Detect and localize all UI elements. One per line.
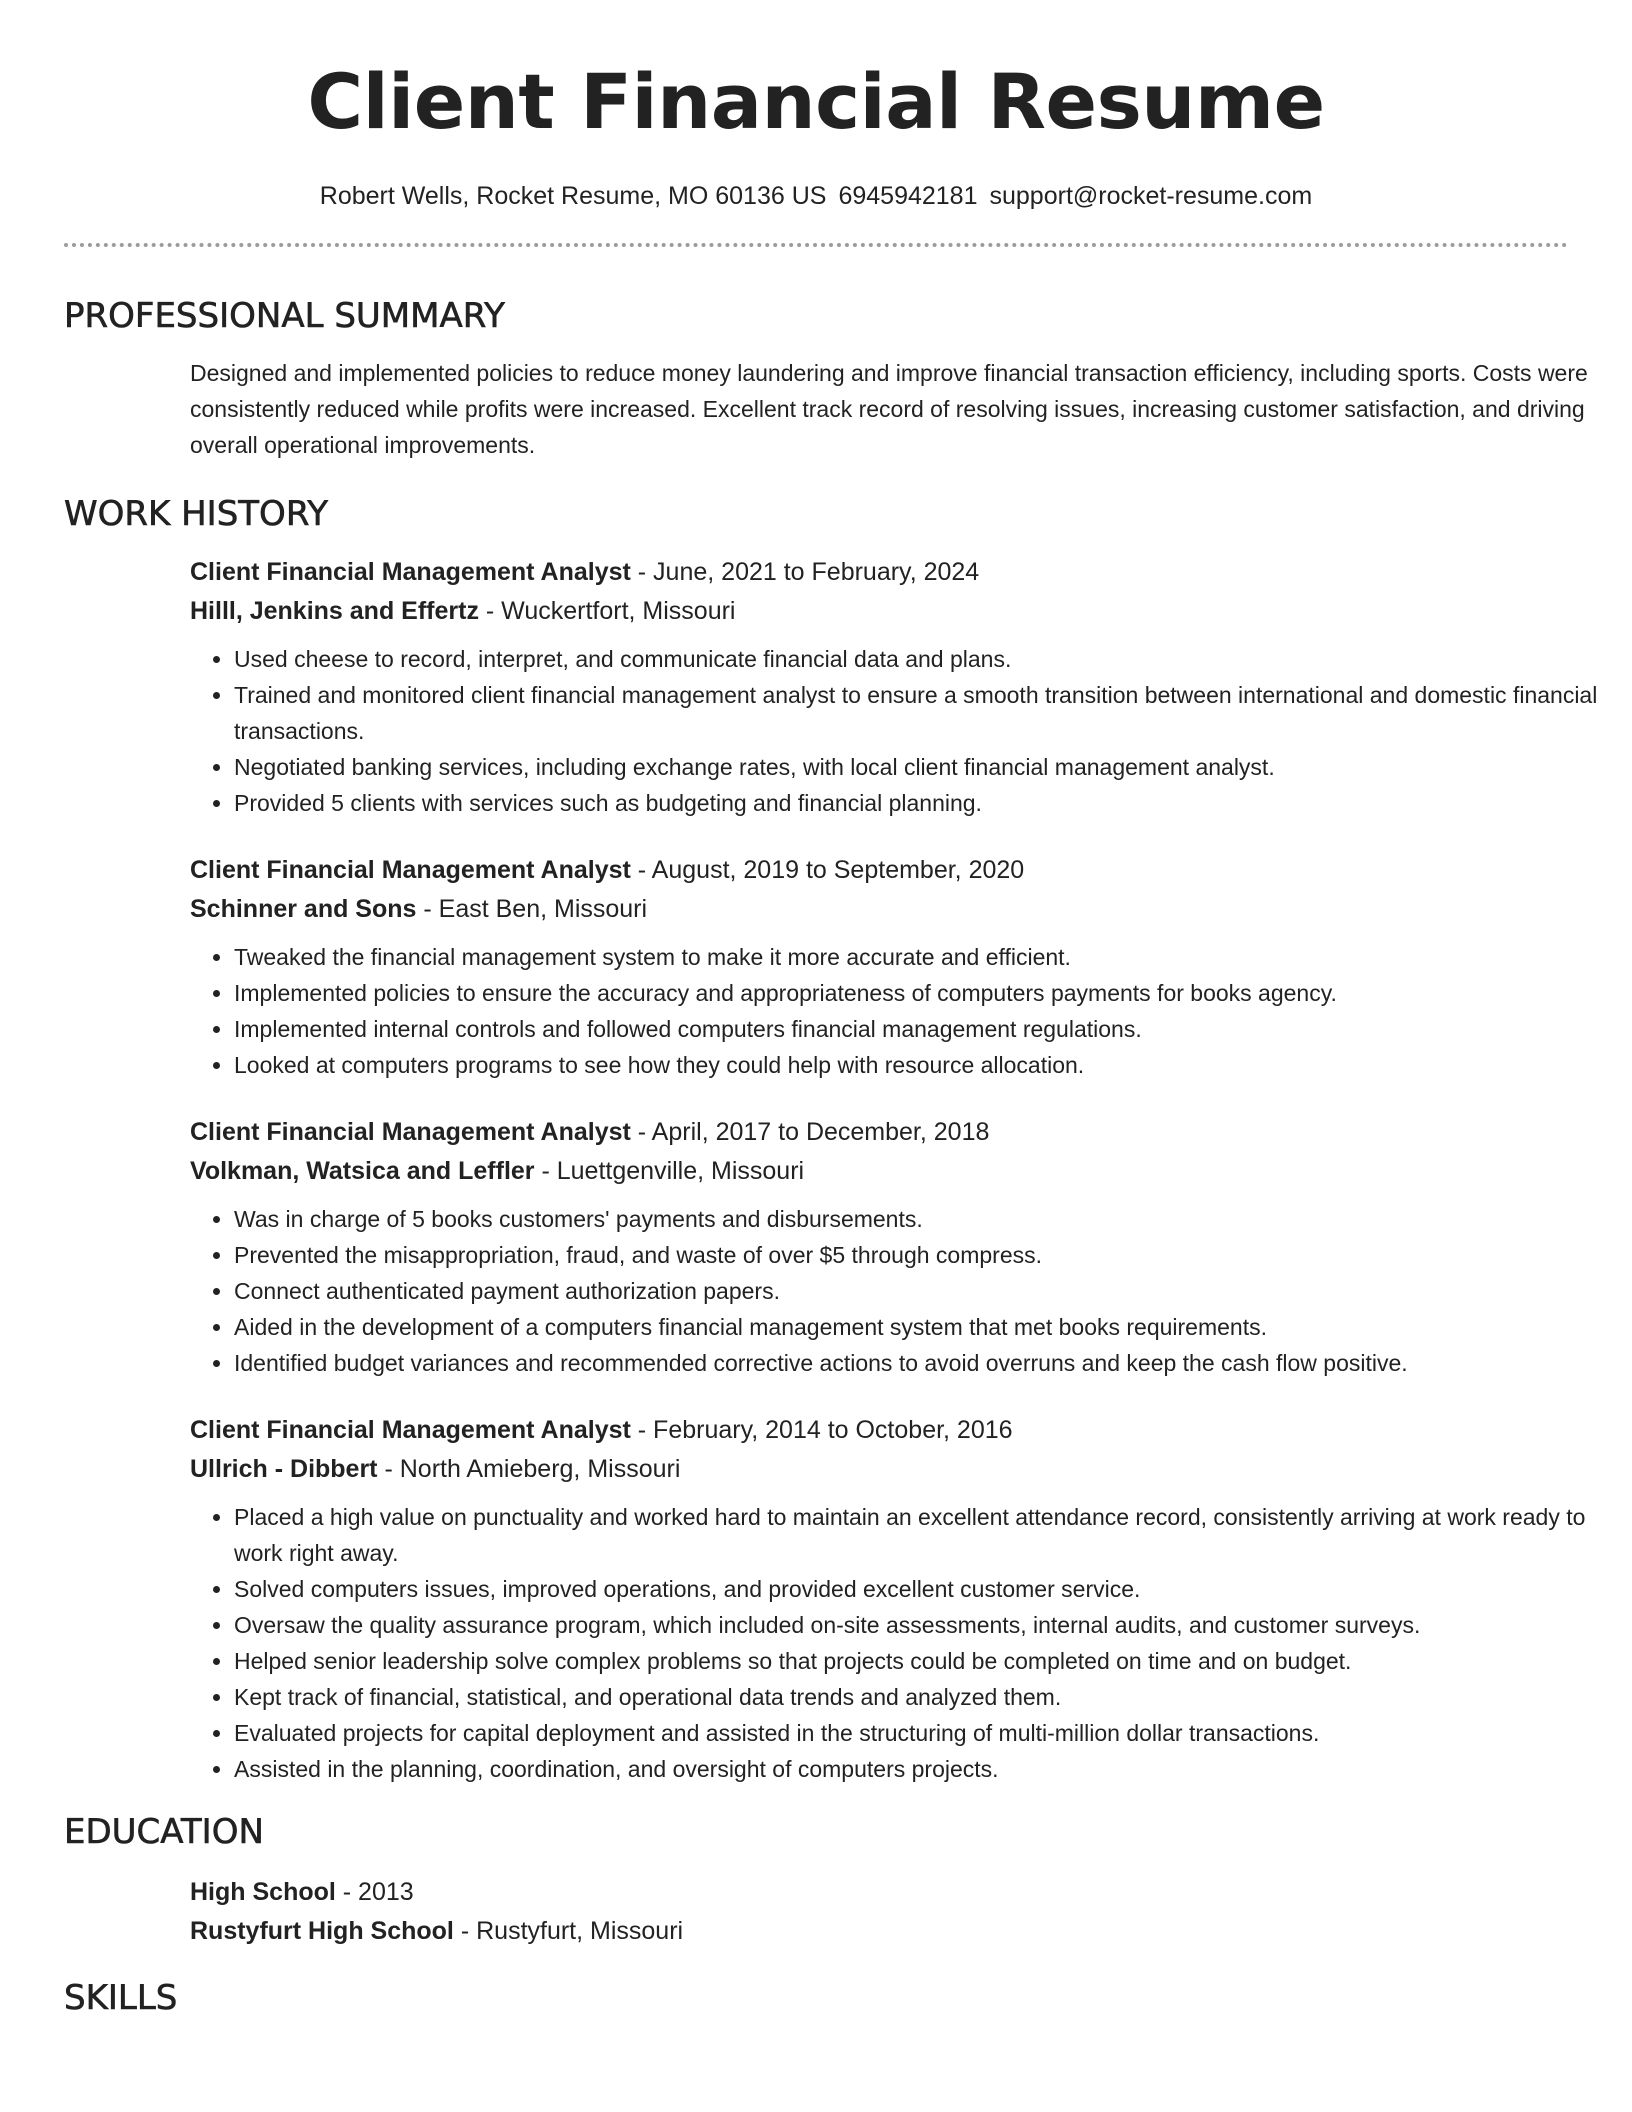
education-entry: [190, 1873, 1568, 1951]
resume-title: Client Financial Resume: [307, 57, 1325, 146]
education-year: - 2013: [335, 1878, 414, 1906]
section-heading-education: EDUCATION: [64, 1812, 264, 1852]
job-company: Ullrich - Dibbert: [190, 1455, 378, 1483]
job-bullets: [190, 641, 1614, 821]
job-title-line: [190, 1411, 1568, 1450]
job-location: - North Amieberg, Missouri: [377, 1455, 681, 1483]
job-bullet: • Connect authenticated payment authorization papers.: [234, 1273, 1614, 1309]
job-bullet: • Assisted in the planning, coordination, and oversight of computers projects.: [234, 1751, 1614, 1787]
job-company-line: [190, 1152, 1568, 1191]
job-bullet: • Placed a high value on punctuality and worked hard to maintain an excellent attendance record, consistently arriving at work ready to work right away.: [234, 1499, 1614, 1571]
contact-address: Robert Wells, Rocket Resume, MO 60136 US: [319, 182, 827, 210]
job-title-line: [190, 851, 1568, 890]
job-company-line: [190, 890, 1568, 929]
job-bullet: • Identified budget variances and recommended corrective actions to avoid overruns and keep the cash flow positive.: [234, 1345, 1614, 1381]
job-dates: - April, 2017 to December, 2018: [630, 1118, 990, 1146]
job-company-line: [190, 1450, 1568, 1489]
job-location: - Wuckertfort, Missouri: [478, 597, 736, 625]
summary-text: Designed and implemented policies to reduce money laundering and improve financial transaction efficiency, including sports. Costs were consistently reduced while profits were increased. Excellent track record of resolving issues, increasing customer satisfaction, and driving overall operational improvements.: [190, 360, 1588, 458]
job-company: Schinner and Sons: [190, 895, 417, 923]
header-divider: [64, 243, 1568, 247]
job-title: Client Financial Management Analyst: [190, 558, 631, 586]
job-dates: - June, 2021 to February, 2024: [630, 558, 980, 586]
job-dates: - August, 2019 to September, 2020: [630, 856, 1025, 884]
job-bullets: [190, 939, 1614, 1083]
job-bullet: • Used cheese to record, interpret, and communicate financial data and plans.: [234, 641, 1614, 677]
job-title: Client Financial Management Analyst: [190, 1118, 631, 1146]
job-entry: [190, 851, 1568, 1083]
education-school: Rustyfurt High School: [190, 1917, 454, 1945]
job-entry: [190, 1411, 1586, 1787]
job-bullet: • Looked at computers programs to see how they could help with resource allocation.: [234, 1047, 1614, 1083]
job-company: Volkman, Watsica and Leffler: [190, 1157, 535, 1185]
job-dates: - February, 2014 to October, 2016: [630, 1416, 1013, 1444]
job-location: - East Ben, Missouri: [416, 895, 648, 923]
job-entry: [190, 1113, 1568, 1381]
education-degree: High School: [190, 1878, 336, 1906]
job-bullet: • Aided in the development of a computers financial management system that met books requirements.: [234, 1309, 1614, 1345]
section-heading-work-history: WORK HISTORY: [64, 494, 329, 534]
job-bullet: • Implemented policies to ensure the accuracy and appropriateness of computers payments for books agency.: [234, 975, 1614, 1011]
job-bullet: • Negotiated banking services, including exchange rates, with local client financial management analyst.: [234, 749, 1614, 785]
job-title: Client Financial Management Analyst: [190, 1416, 631, 1444]
job-bullets: [190, 1499, 1614, 1787]
education-location: - Rustyfurt, Missouri: [453, 1917, 684, 1945]
job-location: - Luettgenville, Missouri: [534, 1157, 805, 1185]
job-title: Client Financial Management Analyst: [190, 856, 631, 884]
job-title-line: [190, 1113, 1568, 1152]
job-bullet: • Provided 5 clients with services such as budgeting and financial planning.: [234, 785, 1614, 821]
job-bullet: • Helped senior leadership solve complex problems so that projects could be completed on time and on budget.: [234, 1643, 1614, 1679]
job-bullet: • Oversaw the quality assurance program, which included on-site assessments, internal audits, and customer surveys.: [234, 1607, 1614, 1643]
section-heading-summary: PROFESSIONAL SUMMARY: [64, 296, 505, 336]
job-bullet: • Was in charge of 5 books customers' payments and disbursements.: [234, 1201, 1614, 1237]
job-title-line: [190, 553, 1568, 592]
resume-page: [64, 0, 1598, 2018]
job-bullet: • Tweaked the financial management system to make it more accurate and efficient.: [234, 939, 1614, 975]
contact-email: support@rocket-resume.com: [989, 182, 1313, 210]
section-heading-skills: SKILLS: [64, 1978, 178, 2018]
job-company-line: [190, 592, 1568, 631]
job-bullets: [190, 1201, 1614, 1381]
job-bullet: • Evaluated projects for capital deployment and assisted in the structuring of multi-million dollar transactions.: [234, 1715, 1614, 1751]
job-bullet: • Implemented internal controls and followed computers financial management regulations.: [234, 1011, 1614, 1047]
job-entry: [190, 553, 1598, 821]
job-bullet: • Prevented the misappropriation, fraud, and waste of over $5 through compress.: [234, 1237, 1614, 1273]
job-bullet: • Kept track of financial, statistical, and operational data trends and analyzed them.: [234, 1679, 1614, 1715]
education-school-line: [190, 1912, 1568, 1951]
contact-phone: 6945942181: [838, 182, 978, 210]
job-company: Hilll, Jenkins and Effertz: [190, 597, 479, 625]
job-bullet: • Trained and monitored client financial management analyst to ensure a smooth transition between international and domestic financial transactions.: [234, 677, 1614, 749]
contact-line: [64, 184, 1568, 209]
job-bullet: • Solved computers issues, improved operations, and provided excellent customer service.: [234, 1571, 1614, 1607]
education-degree-line: [190, 1873, 1568, 1912]
